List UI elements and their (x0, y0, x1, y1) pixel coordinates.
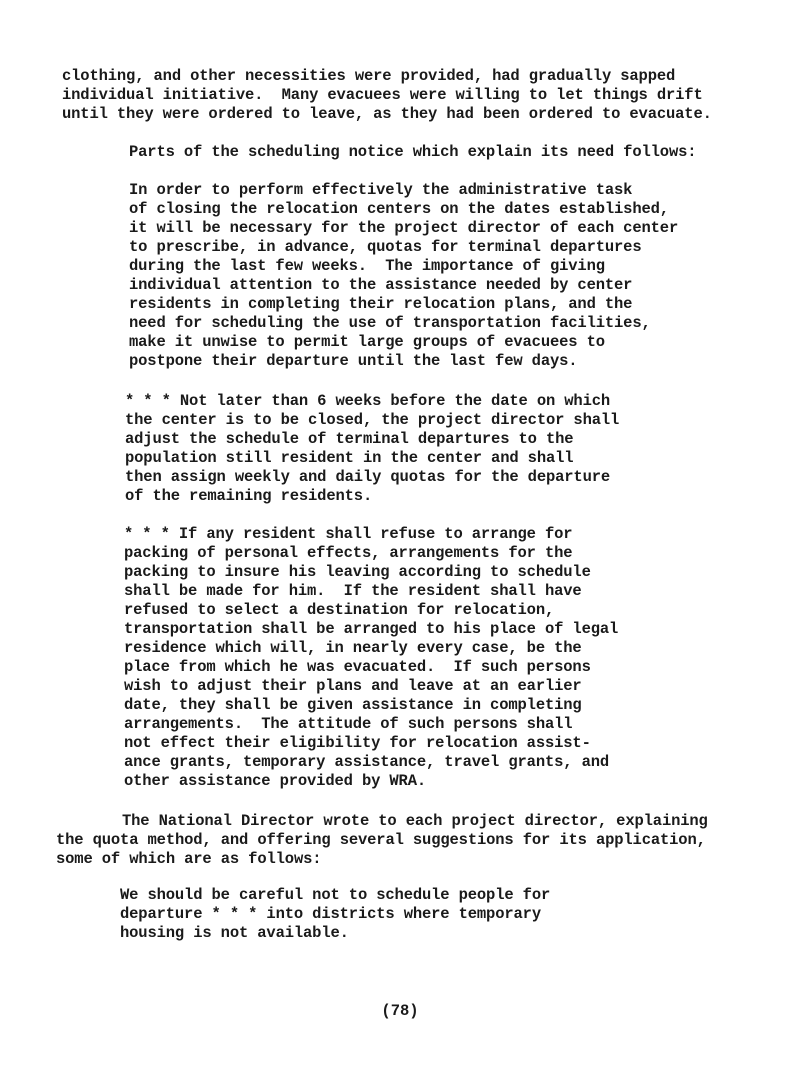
text-line: ance grants, temporary assistance, travel grants, and (124, 753, 610, 771)
text-line: adjust the schedule of terminal departures to the (125, 430, 574, 448)
text-line: then assign weekly and daily quotas for the departure (125, 468, 611, 486)
text-line: need for scheduling the use of transportation facilities, (129, 314, 651, 332)
text-line: clothing, and other necessities were provided, had gradually sapped (62, 67, 676, 85)
text-line: shall be made for him. If the resident shall have (124, 582, 582, 600)
text-line: * * * Not later than 6 weeks before the date on which (125, 392, 611, 410)
text-line: transportation shall be arranged to his place of legal (124, 620, 619, 638)
text-line: In order to perform effectively the administrative task (129, 181, 633, 199)
text-line: The National Director wrote to each project director, explaining (122, 812, 708, 830)
intro-paragraph (62, 67, 712, 124)
text-line: make it unwise to permit large groups of evacuees to (129, 333, 605, 351)
body-paragraph (56, 812, 708, 869)
text-line: not effect their eligibility for relocation assist- (124, 734, 591, 752)
text-line: the center is to be closed, the project director shall (125, 411, 620, 429)
text-line: residents in completing their relocation plans, and the (129, 295, 633, 313)
page-number: (78) (381, 1002, 419, 1020)
text-line: packing to insure his leaving according to schedule (124, 563, 591, 581)
text-line: place from which he was evacuated. If such persons (124, 658, 591, 676)
lead-in-paragraph (129, 143, 696, 162)
text-line: some of which are as follows: (56, 850, 322, 868)
text-line: refused to select a destination for relocation, (124, 601, 555, 619)
text-line: other assistance provided by WRA. (124, 772, 427, 790)
text-line: date, they shall be given assistance in completing (124, 696, 582, 714)
text-line: Parts of the scheduling notice which explain its need follows: (129, 143, 697, 161)
text-line: of closing the relocation centers on the dates established, (129, 200, 669, 218)
text-line: We should be careful not to schedule people for (120, 886, 551, 904)
text-line: it will be necessary for the project director of each center (129, 219, 679, 237)
text-line: of the remaining residents. (125, 487, 373, 505)
quote-block-4 (120, 886, 550, 943)
text-line: individual attention to the assistance needed by center (129, 276, 633, 294)
quote-block-3 (124, 525, 618, 791)
text-line: wish to adjust their plans and leave at an earlier (124, 677, 582, 695)
text-line: packing of personal effects, arrangements for the (124, 544, 573, 562)
text-line: individual initiative. Many evacuees were willing to let things drift (62, 86, 703, 104)
text-line: * * * If any resident shall refuse to arrange for (124, 525, 573, 543)
text-line: to prescribe, in advance, quotas for terminal departures (129, 238, 642, 256)
text-line: housing is not available. (120, 924, 349, 942)
text-line: population still resident in the center and shall (125, 449, 574, 467)
text-line: the quota method, and offering several suggestions for its application, (56, 831, 706, 849)
text-line: postpone their departure until the last few days. (129, 352, 578, 370)
text-line: during the last few weeks. The importance of giving (129, 257, 605, 275)
text-line: until they were ordered to leave, as they had been ordered to evacuate. (62, 105, 712, 123)
quote-block-1 (129, 181, 678, 371)
text-line: residence which will, in nearly every case, be the (124, 639, 582, 657)
text-line: departure * * * into districts where temporary (120, 905, 541, 923)
text-line: arrangements. The attitude of such persons shall (124, 715, 573, 733)
quote-block-2 (125, 392, 619, 506)
